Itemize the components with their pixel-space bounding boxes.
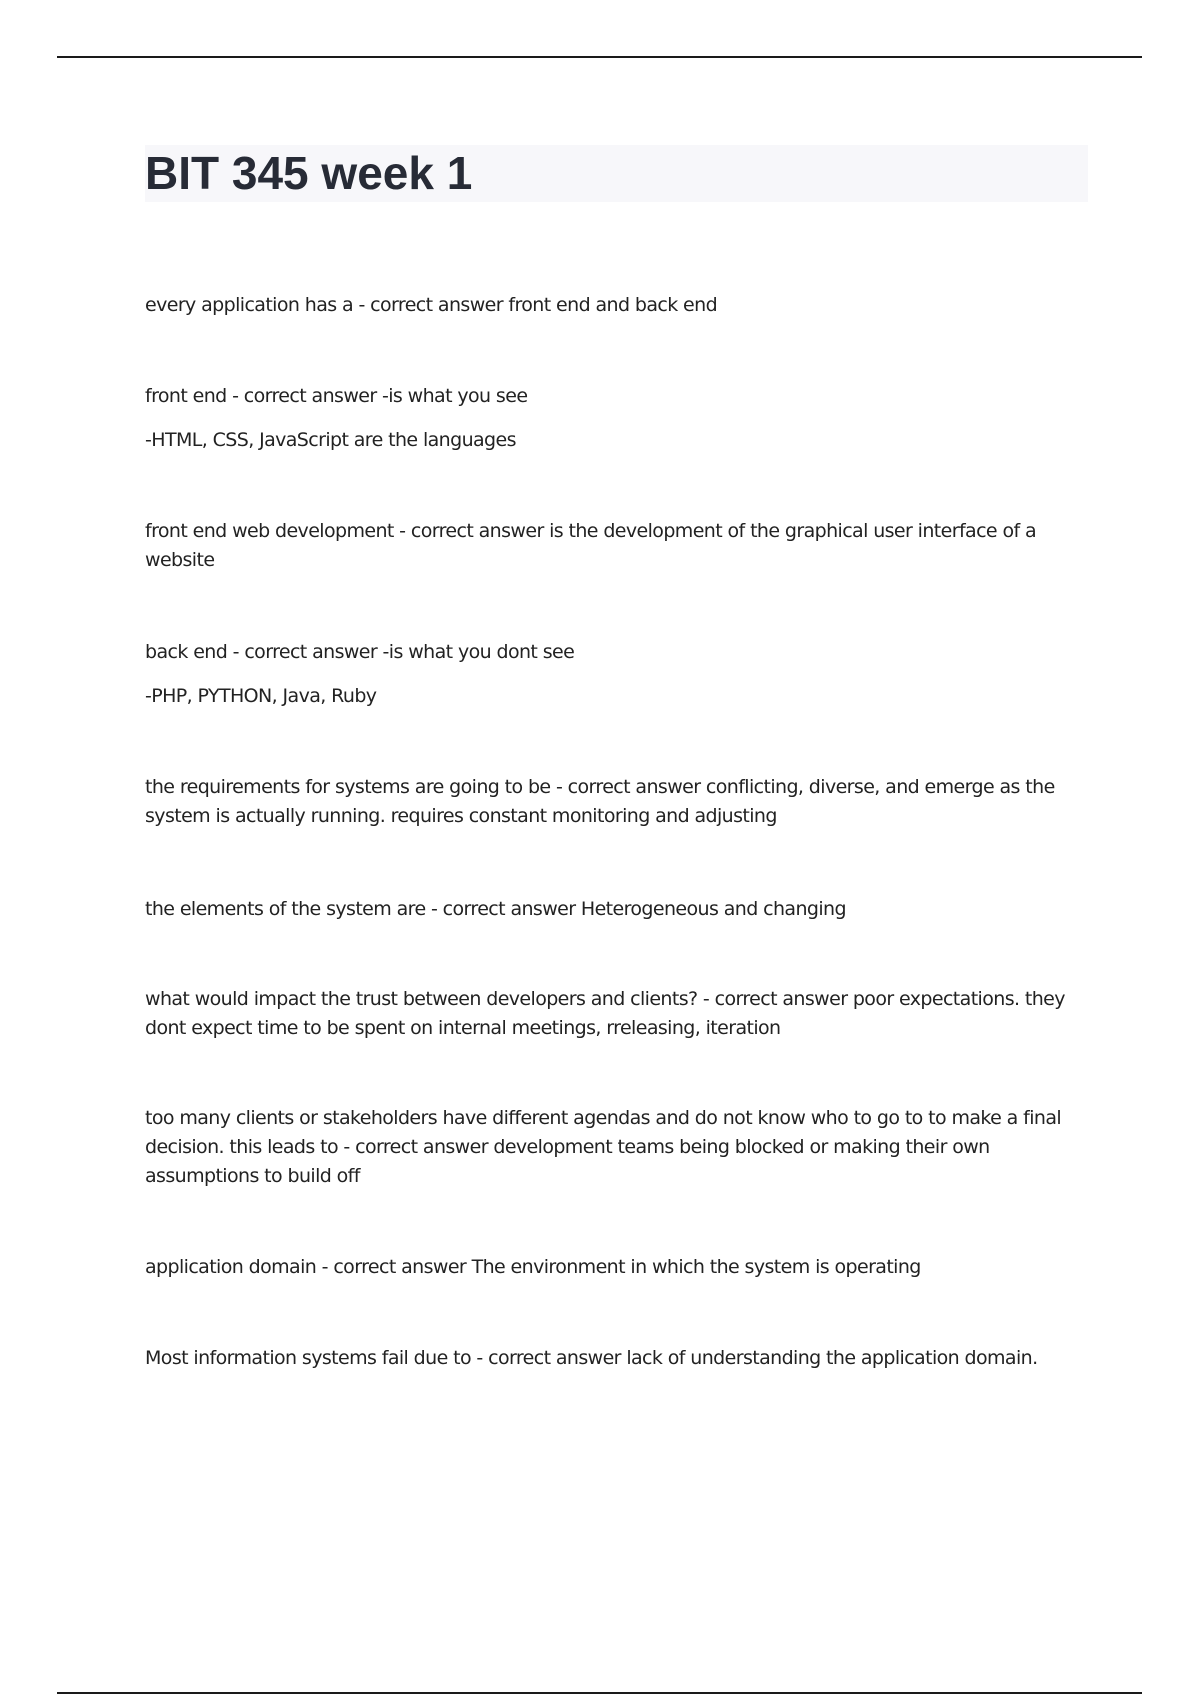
- qa-text: front end web development - correct answer is the development of the graphical user interface of a website: [145, 520, 1037, 571]
- qa-item: [145, 382, 1085, 455]
- top-rule: [57, 56, 1142, 58]
- qa-text: too many clients or stakeholders have different agendas and do not know who to go to to make a final decision. this leads to - correct answer development teams being blocked or making their own assumptions to build off: [145, 1107, 1062, 1187]
- qa-item: [145, 638, 1085, 711]
- qa-item: [145, 773, 1085, 831]
- qa-text: front end - correct answer -is what you see: [145, 385, 528, 407]
- title-banner: [145, 145, 1088, 202]
- qa-text: -PHP, PYTHON, Java, Ruby: [145, 685, 377, 707]
- qa-item: [145, 1344, 1085, 1373]
- qa-item: [145, 1104, 1085, 1191]
- qa-text: the elements of the system are - correct answer Heterogeneous and changing: [145, 898, 846, 920]
- qa-text: application domain - correct answer The environment in which the system is operating: [145, 1256, 921, 1278]
- qa-item: [145, 985, 1085, 1043]
- qa-text: -HTML, CSS, JavaScript are the languages: [145, 429, 516, 451]
- qa-text: every application has a - correct answer front end and back end: [145, 294, 718, 316]
- qa-text: Most information systems fail due to - correct answer lack of understanding the application domain.: [145, 1347, 1038, 1369]
- qa-item: [145, 895, 1085, 924]
- bottom-rule: [57, 1692, 1142, 1694]
- page-title: BIT 345 week 1: [145, 147, 473, 199]
- qa-item: [145, 1253, 1085, 1282]
- qa-text: what would impact the trust between developers and clients? - correct answer poor expectations. they dont expect time to be spent on internal meetings, rreleasing, iteration: [145, 988, 1065, 1039]
- qa-text: back end - correct answer -is what you dont see: [145, 641, 575, 663]
- qa-text: the requirements for systems are going to be - correct answer conflicting, diverse, and emerge as the system is actually running. requires constant monitoring and adjusting: [145, 776, 1055, 827]
- qa-item: [145, 291, 1085, 320]
- qa-item: [145, 517, 1085, 575]
